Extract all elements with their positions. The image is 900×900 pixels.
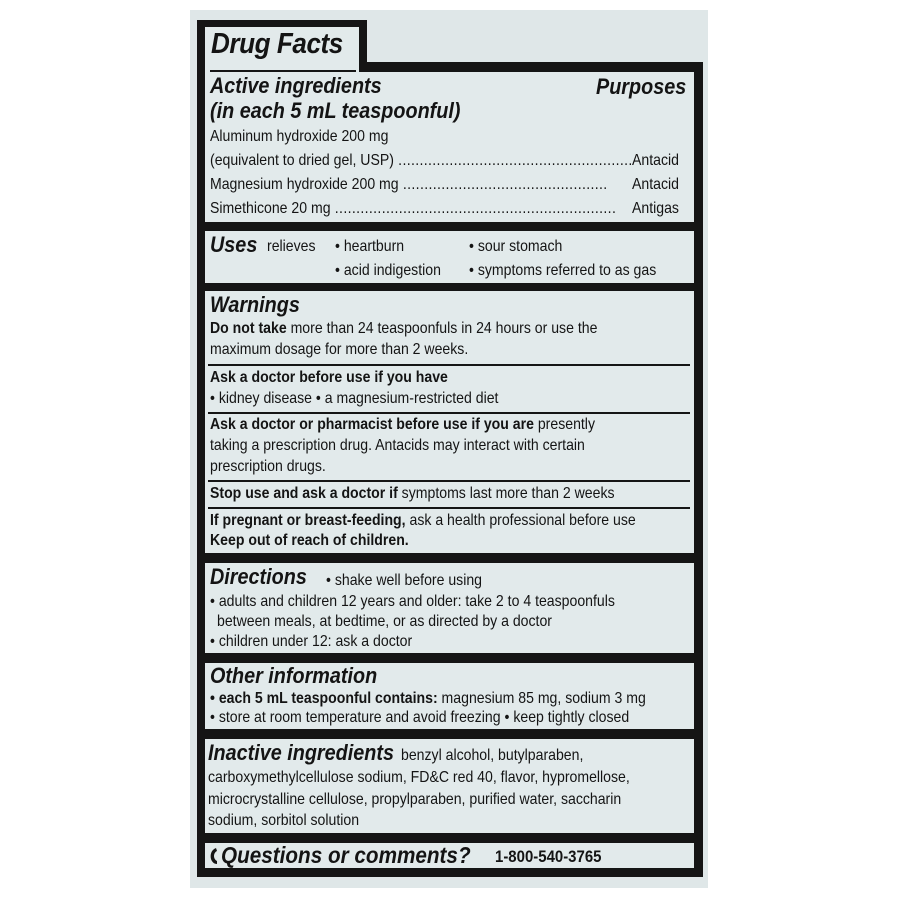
pregnant-line [210,511,636,530]
uses-item: • symptoms referred to as gas [469,262,657,279]
keep-out-of-reach: Keep out of reach of children. [210,532,409,549]
ingredient-row-0 [210,127,388,146]
ask-doctor-items: • kidney disease • a magnesium-restricted diet [210,390,499,407]
directions-line: • shake well before using [326,572,482,589]
leader-dots: ................................................ [398,176,608,193]
questions-label: Questions or comments? [221,843,471,868]
ask-pharmacist-label: Ask a doctor or pharmacist before use if you are [210,416,534,433]
uses-item: • heartburn [335,238,405,255]
uses-item: • acid indigestion [335,262,441,279]
questions-section [205,843,694,868]
active-ingredients-subheading: (in each 5 mL teaspoonful) [210,98,461,123]
other-info-line [210,689,646,708]
phone-number[interactable]: 1-800-540-3765 [495,847,602,866]
other-info-label: • each 5 mL teaspoonful contains: [210,690,438,707]
other-info-text: magnesium 85 mg, sodium 3 mg [437,690,646,707]
stop-use-text: symptoms last more than 2 weeks [397,485,615,502]
other-information-heading: Other information [210,663,378,688]
ask-pharmacist-line-3: prescription drugs. [210,458,326,475]
inactive-line: benzyl alcohol, butylparaben, [401,747,584,764]
ingredient-name: Aluminum hydroxide 200 mg [210,128,389,145]
warnings-heading: Warnings [210,292,300,317]
inactive-line: carboxymethylcellulose sodium, FD&C red 40, flavor, hypromellose, [208,769,630,786]
phone-icon [209,847,219,865]
inactive-ingredients-section [205,739,694,833]
ask-pharmacist-text: presently [533,416,595,433]
inactive-line: microcrystalline cellulose, propylparaben, purified water, saccharin [208,791,622,808]
page-title: Drug Facts [211,28,343,60]
ingredient-row-2 [210,175,608,194]
inactive-line: sodium, sorbitol solution [208,812,360,829]
stop-use-label: Stop use and ask a doctor if [210,485,398,502]
ask-pharmacist-line-2: taking a prescription drug. Antacids may interact with certain [210,437,585,454]
warnings-divider [208,412,690,414]
uses-heading: Uses [210,232,258,257]
ask-pharmacist-line [210,415,595,434]
ingredient-row-1 [210,151,633,170]
ingredient-purpose: Antacid [632,152,679,169]
active-ingredients-section [205,72,694,222]
directions-line: • children under 12: ask a doctor [210,633,413,650]
leader-dots: ....................................................... [393,152,633,169]
warnings-divider [208,480,690,482]
leader-dots: .................................................................. [330,200,617,217]
directions-line: • adults and children 12 years and older: take 2 to 4 teaspoonfuls [210,593,615,610]
other-info-line: • store at room temperature and avoid freezing • keep tightly closed [210,709,630,726]
ingredient-purpose: Antigas [632,200,679,217]
do-not-take-label: Do not take [210,320,287,337]
inactive-ingredients-heading: Inactive ingredients [208,740,394,765]
ask-doctor-heading: Ask a doctor before use if you have [210,369,448,386]
do-not-take-line [210,319,597,338]
uses-item: • sour stomach [469,238,563,255]
pregnant-text: ask a health professional before use [405,512,636,529]
active-ingredients-heading: Active ingredients [210,73,382,98]
do-not-take-text: more than 24 teaspoonfuls in 24 hours or use the [286,320,598,337]
directions-section [205,563,694,653]
ingredient-name: (equivalent to dried gel, USP) [210,152,394,169]
warnings-divider [208,507,690,509]
warnings-divider [208,364,690,366]
ingredient-name: Simethicone 20 mg [210,200,331,217]
warnings-section [205,291,694,553]
pregnant-label: If pregnant or breast-feeding, [210,512,406,529]
stop-use-line [210,484,615,503]
ingredient-name: Magnesium hydroxide 200 mg [210,176,399,193]
ingredient-purpose: Antacid [632,176,679,193]
uses-lead: relieves [267,238,316,255]
directions-line: between meals, at bedtime, or as directed by a doctor [217,613,552,630]
uses-section [205,231,694,283]
directions-heading: Directions [210,564,307,589]
ingredient-row-3 [210,199,616,218]
other-information-section [205,663,694,729]
purposes-heading: Purposes [596,74,687,99]
do-not-take-line-2: maximum dosage for more than 2 weeks. [210,341,469,358]
